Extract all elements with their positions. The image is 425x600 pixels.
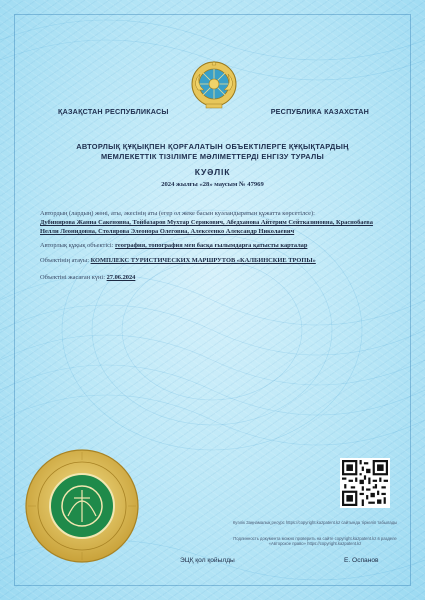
title-line-1: АВТОРЛЫҚ ҚҰҚЫҚПЕН ҚОРҒАЛАТЫН ОБЪЕКТІЛЕРГЕ ҚҰҚЫҚТАРДЫҢ [76, 142, 349, 151]
object-type-label: Авторлық құқық объектісі: [40, 242, 114, 249]
signatory-name: Е. Оспанов [344, 557, 379, 564]
qr-code-icon[interactable] [340, 458, 390, 508]
authors-value: Дубинирова Жанна Сакеновна, Тойбазаров Мухтар Серикович, Абедханова Айтерим Сейтказиновна, Краснобаева Нелли Леонидовна, Столярова Элеонора Олеговна, Алексеенко Александр Николаевич [40, 219, 373, 235]
object-name-label: Объектінің атауы: [40, 257, 89, 264]
verification-note-2: Подлинность документа можно проверить на сайте copyright.kazpatent.kz в разделе «Авторское право» https://copyright.kazpatent.kz [233, 536, 397, 546]
creation-date-field [40, 273, 385, 282]
signature-label: ЭЦҚ қол қойылды [180, 557, 235, 564]
state-emblem-icon [190, 60, 238, 110]
authors-field [40, 209, 385, 236]
verification-note-1: Куәлік Заңнамалық ресурс https://copyright.kazpatent.kz сайтында тіркеліп табылады [232, 520, 398, 525]
object-type-field [40, 241, 385, 250]
authors-label: Автордың (лардың) жөні, аты, әкесінің аты (егер ол жеке басын куәландыратын құжатта көрсетілсе): [40, 210, 315, 217]
country-name-kazakh: ҚАЗАҚСТАН РЕСПУБЛИКАСЫ [58, 107, 169, 116]
title-line-2: МЕМЛЕКЕТТІК ТІЗІЛІМГЕ МӘЛІМЕТТЕРДІ ЕНГІЗУ ТУРАЛЫ [100, 152, 325, 161]
object-type-value: география, топография мен басқа ғылымдарға қатысты карталар [115, 242, 308, 249]
certificate-title: КУӘЛІК [194, 167, 231, 177]
kazpatent-seal-icon [22, 446, 142, 566]
object-name-value: КОМПЛЕКС ТУРИСТИЧЕСКИХ МАРШРУТОВ «КАЛБИНСКИЕ ТРОПЫ» [90, 257, 316, 264]
object-name-field [40, 256, 385, 265]
certificate-date-number: 2024 жылғы «28» маусым № 47969 [161, 181, 264, 188]
country-name-russian: РЕСПУБЛИКА КАЗАХСТАН [270, 107, 369, 116]
creation-date-value: 27.06.2024 [106, 274, 136, 281]
creation-date-label: Объектіні жасаған күні: [40, 274, 105, 281]
